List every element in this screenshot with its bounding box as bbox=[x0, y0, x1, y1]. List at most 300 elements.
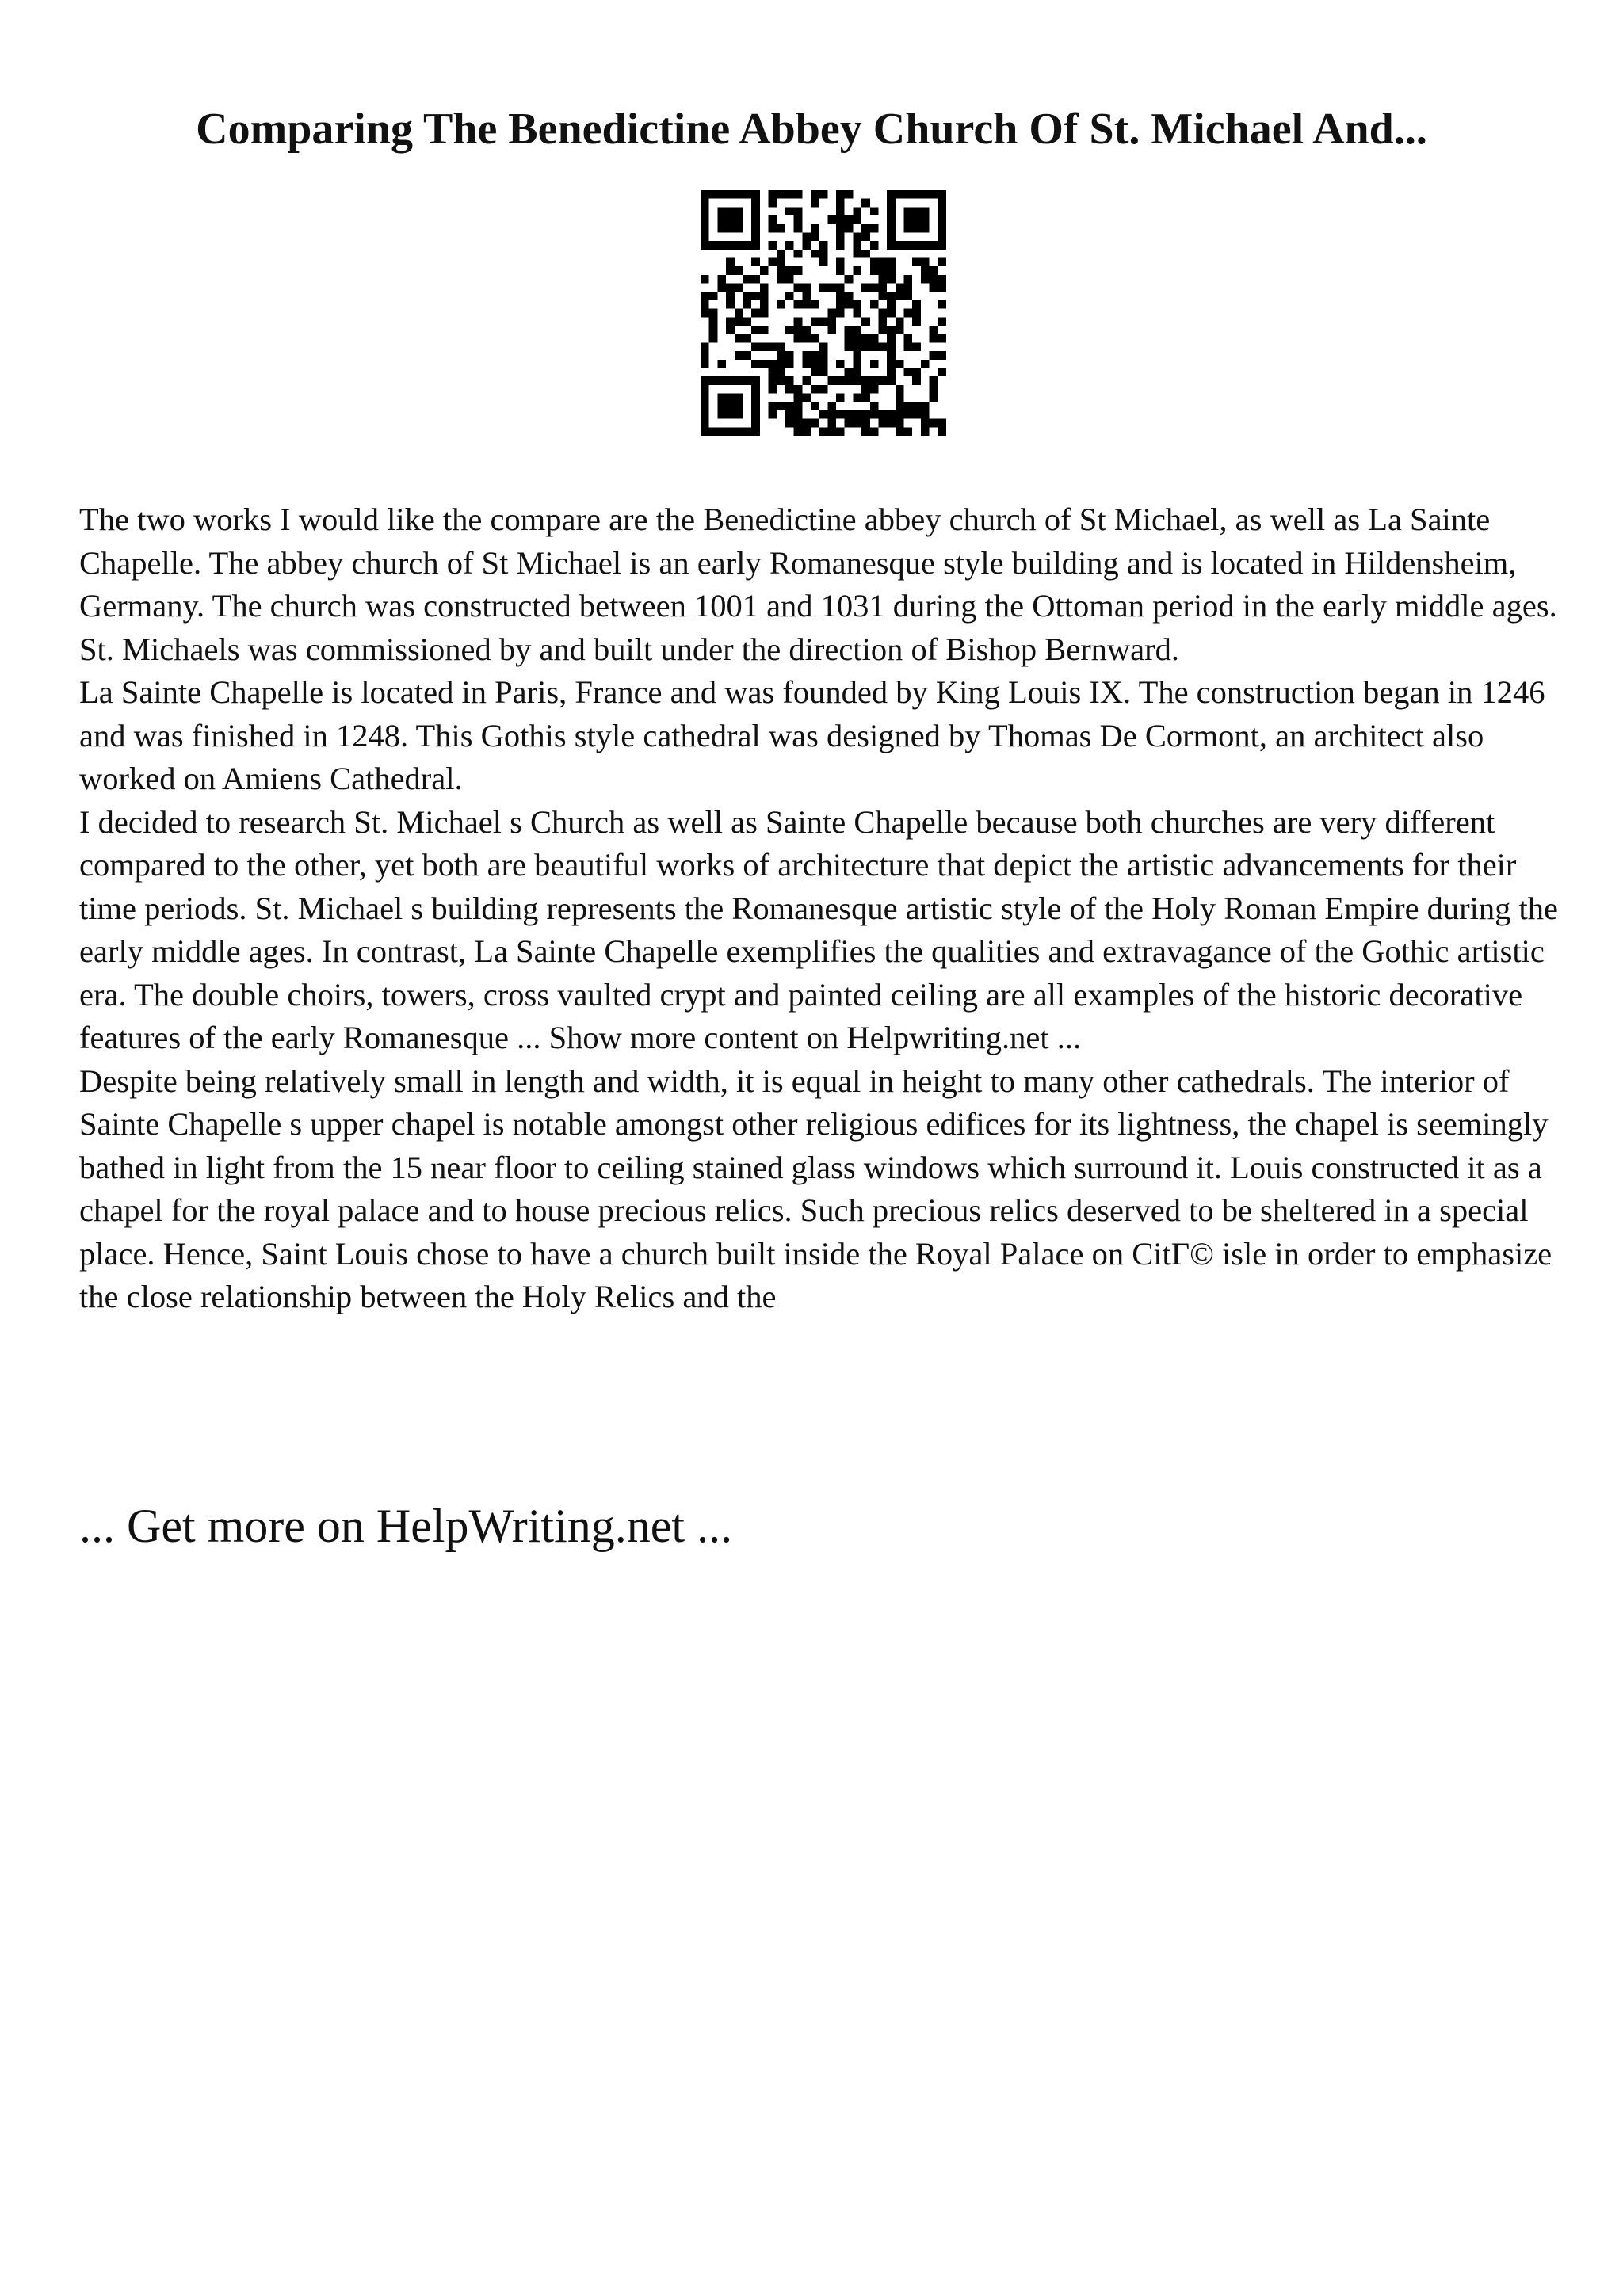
qr-module bbox=[701, 300, 709, 309]
qr-module bbox=[870, 385, 879, 394]
qr-module bbox=[870, 258, 879, 267]
qr-module bbox=[735, 190, 743, 199]
qr-module bbox=[701, 376, 709, 385]
qr-module bbox=[751, 292, 760, 300]
qr-module bbox=[904, 368, 913, 376]
qr-module bbox=[836, 199, 845, 208]
qr-module bbox=[938, 207, 946, 215]
qr-module bbox=[709, 309, 718, 318]
qr-module bbox=[751, 360, 760, 368]
qr-module bbox=[819, 317, 828, 326]
qr-module bbox=[878, 284, 887, 292]
qr-module bbox=[938, 351, 946, 360]
qr-module bbox=[794, 266, 803, 275]
qr-module bbox=[802, 419, 811, 428]
qr-module bbox=[887, 326, 896, 334]
qr-module bbox=[735, 376, 743, 385]
qr-module bbox=[836, 360, 845, 368]
qr-module bbox=[861, 284, 870, 292]
qr-module bbox=[726, 190, 735, 199]
qr-module bbox=[726, 410, 735, 419]
qr-module bbox=[887, 300, 896, 309]
qr-module bbox=[827, 427, 836, 436]
qr-module bbox=[717, 190, 726, 199]
qr-module bbox=[701, 215, 709, 224]
qr-module bbox=[845, 215, 854, 224]
qr-module bbox=[861, 334, 870, 343]
qr-module bbox=[760, 284, 769, 292]
qr-module bbox=[836, 284, 845, 292]
qr-module bbox=[802, 241, 811, 250]
qr-module bbox=[930, 351, 938, 360]
qr-module bbox=[819, 241, 828, 250]
qr-module bbox=[701, 427, 709, 436]
qr-module bbox=[904, 402, 913, 410]
qr-module bbox=[853, 351, 861, 360]
qr-module bbox=[760, 326, 769, 334]
qr-module bbox=[904, 207, 913, 215]
qr-module bbox=[870, 300, 879, 309]
document-title: Comparing The Benedictine Abbey Church Of St. Michael And... bbox=[196, 105, 1427, 154]
qr-module bbox=[853, 326, 861, 334]
qr-module bbox=[735, 402, 743, 410]
qr-module bbox=[802, 284, 811, 292]
qr-module bbox=[777, 376, 785, 385]
qr-module bbox=[819, 410, 828, 419]
get-more-link[interactable]: ... Get more on HelpWriting.net ... bbox=[79, 1500, 733, 1552]
qr-module bbox=[912, 190, 921, 199]
qr-module bbox=[701, 309, 709, 318]
qr-module bbox=[878, 258, 887, 267]
qr-module bbox=[735, 241, 743, 250]
qr-module bbox=[853, 250, 861, 258]
qr-module bbox=[861, 427, 870, 436]
qr-module bbox=[861, 250, 870, 258]
qr-module bbox=[751, 427, 760, 436]
qr-module bbox=[811, 334, 819, 343]
qr-module bbox=[896, 385, 904, 394]
qr-module bbox=[811, 317, 819, 326]
qr-module bbox=[785, 326, 794, 334]
qr-module bbox=[717, 284, 726, 292]
qr-module bbox=[827, 402, 836, 410]
qr-module bbox=[726, 326, 735, 334]
qr-module bbox=[938, 224, 946, 233]
qr-module bbox=[861, 232, 870, 241]
qr-module bbox=[878, 309, 887, 318]
qr-module bbox=[743, 334, 751, 343]
qr-module bbox=[912, 258, 921, 267]
qr-module bbox=[751, 385, 760, 394]
qr-module bbox=[887, 215, 896, 224]
qr-module bbox=[870, 410, 879, 419]
qr-module bbox=[904, 334, 913, 343]
qr-module bbox=[912, 300, 921, 309]
qr-module bbox=[921, 419, 930, 428]
qr-module bbox=[912, 215, 921, 224]
qr-module bbox=[930, 326, 938, 334]
qr-module bbox=[887, 309, 896, 318]
qr-module bbox=[751, 342, 760, 351]
qr-module bbox=[861, 224, 870, 233]
qr-module bbox=[845, 224, 854, 233]
qr-module bbox=[921, 224, 930, 233]
qr-module bbox=[938, 368, 946, 376]
qr-module bbox=[717, 275, 726, 284]
qr-module bbox=[836, 266, 845, 275]
qr-module bbox=[701, 190, 709, 199]
qr-module bbox=[701, 385, 709, 394]
qr-module bbox=[878, 376, 887, 385]
qr-module bbox=[794, 402, 803, 410]
qr-module bbox=[887, 232, 896, 241]
qr-module bbox=[735, 394, 743, 402]
qr-module bbox=[836, 292, 845, 300]
qr-module bbox=[921, 402, 930, 410]
qr-module bbox=[921, 266, 930, 275]
qr-module bbox=[709, 317, 718, 326]
qr-module bbox=[751, 199, 760, 208]
qr-module bbox=[769, 360, 777, 368]
qr-module bbox=[930, 419, 938, 428]
qr-module bbox=[887, 266, 896, 275]
qr-module bbox=[785, 351, 794, 360]
qr-module bbox=[760, 292, 769, 300]
qr-module bbox=[777, 402, 785, 410]
qr-module bbox=[751, 326, 760, 334]
qr-module bbox=[904, 215, 913, 224]
qr-module bbox=[785, 241, 794, 250]
qr-module bbox=[726, 241, 735, 250]
qr-module bbox=[836, 224, 845, 233]
qr-module bbox=[794, 385, 803, 394]
document-body bbox=[79, 498, 1569, 1319]
qr-module bbox=[870, 402, 879, 410]
qr-module bbox=[819, 284, 828, 292]
qr-module bbox=[836, 215, 845, 224]
qr-module bbox=[930, 385, 938, 394]
qr-module bbox=[853, 300, 861, 309]
qr-module bbox=[887, 419, 896, 428]
qr-module bbox=[701, 394, 709, 402]
qr-module bbox=[717, 402, 726, 410]
qr-module bbox=[743, 275, 751, 284]
qr-module bbox=[811, 199, 819, 208]
qr-module bbox=[870, 284, 879, 292]
qr-module bbox=[777, 342, 785, 351]
qr-module bbox=[853, 309, 861, 318]
qr-module bbox=[921, 275, 930, 284]
qr-module bbox=[861, 376, 870, 385]
qr-module bbox=[845, 342, 854, 351]
qr-module bbox=[794, 326, 803, 334]
qr-module bbox=[717, 427, 726, 436]
qr-module bbox=[819, 360, 828, 368]
qr-module bbox=[827, 326, 836, 334]
qr-module bbox=[760, 300, 769, 309]
qr-module bbox=[836, 207, 845, 215]
qr-module bbox=[912, 224, 921, 233]
qr-module bbox=[861, 317, 870, 326]
qr-module bbox=[785, 360, 794, 368]
qr-code-icon bbox=[701, 190, 946, 436]
qr-module bbox=[811, 360, 819, 368]
qr-module bbox=[751, 232, 760, 241]
qr-module bbox=[811, 402, 819, 410]
qr-module bbox=[811, 419, 819, 428]
qr-module bbox=[827, 309, 836, 318]
qr-module bbox=[751, 224, 760, 233]
qr-module bbox=[878, 275, 887, 284]
qr-module bbox=[887, 376, 896, 385]
qr-module bbox=[819, 385, 828, 394]
qr-module bbox=[735, 215, 743, 224]
qr-module bbox=[760, 360, 769, 368]
qr-module bbox=[811, 250, 819, 258]
qr-module bbox=[853, 410, 861, 419]
qr-module bbox=[726, 300, 735, 309]
qr-module bbox=[717, 410, 726, 419]
qr-module bbox=[777, 360, 785, 368]
qr-module bbox=[904, 275, 913, 284]
qr-module bbox=[785, 402, 794, 410]
qr-module bbox=[785, 376, 794, 385]
qr-module bbox=[912, 342, 921, 351]
qr-module bbox=[845, 419, 854, 428]
qr-module bbox=[751, 419, 760, 428]
qr-module bbox=[794, 190, 803, 199]
qr-module bbox=[870, 266, 879, 275]
qr-module bbox=[853, 376, 861, 385]
qr-module bbox=[845, 292, 854, 300]
qr-module bbox=[912, 402, 921, 410]
qr-module bbox=[802, 360, 811, 368]
qr-module bbox=[785, 410, 794, 419]
qr-module bbox=[769, 224, 777, 233]
qr-module bbox=[836, 190, 845, 199]
qr-module bbox=[709, 334, 718, 343]
qr-module bbox=[938, 232, 946, 241]
qr-module bbox=[802, 376, 811, 385]
qr-module bbox=[887, 207, 896, 215]
qr-module bbox=[802, 232, 811, 241]
qr-module bbox=[921, 190, 930, 199]
qr-module bbox=[743, 351, 751, 360]
qr-module bbox=[751, 410, 760, 419]
qr-module bbox=[751, 258, 760, 267]
qr-module bbox=[870, 360, 879, 368]
qr-module bbox=[709, 427, 718, 436]
qr-module bbox=[769, 368, 777, 376]
qr-module bbox=[777, 351, 785, 360]
qr-module bbox=[827, 317, 836, 326]
qr-module bbox=[912, 207, 921, 215]
qr-module bbox=[785, 385, 794, 394]
qr-module bbox=[819, 368, 828, 376]
qr-module bbox=[836, 427, 845, 436]
qr-module bbox=[938, 419, 946, 428]
qr-module bbox=[802, 300, 811, 309]
qr-module bbox=[896, 402, 904, 410]
qr-module bbox=[726, 317, 735, 326]
qr-module bbox=[896, 419, 904, 428]
qr-module bbox=[861, 199, 870, 208]
qr-module bbox=[861, 385, 870, 394]
qr-module bbox=[845, 334, 854, 343]
qr-module bbox=[870, 342, 879, 351]
qr-module bbox=[701, 402, 709, 410]
qr-module bbox=[701, 207, 709, 215]
qr-module bbox=[870, 427, 879, 436]
qr-module bbox=[827, 284, 836, 292]
qr-module bbox=[853, 419, 861, 428]
qr-module bbox=[921, 410, 930, 419]
qr-module bbox=[836, 376, 845, 385]
qr-module bbox=[887, 258, 896, 267]
qr-module bbox=[777, 266, 785, 275]
qr-module bbox=[853, 215, 861, 224]
qr-module bbox=[735, 266, 743, 275]
qr-module bbox=[853, 360, 861, 368]
qr-module bbox=[735, 351, 743, 360]
qr-module bbox=[794, 284, 803, 292]
qr-module bbox=[769, 215, 777, 224]
qr-module bbox=[870, 241, 879, 250]
qr-module bbox=[938, 215, 946, 224]
qr-module bbox=[726, 207, 735, 215]
qr-module bbox=[930, 284, 938, 292]
qr-module bbox=[794, 334, 803, 343]
qr-module bbox=[726, 266, 735, 275]
qr-module bbox=[870, 207, 879, 215]
qr-module bbox=[853, 394, 861, 402]
qr-module bbox=[794, 410, 803, 419]
qr-module bbox=[938, 275, 946, 284]
qr-module bbox=[701, 292, 709, 300]
qr-module bbox=[938, 241, 946, 250]
qr-module bbox=[845, 190, 854, 199]
qr-module bbox=[912, 410, 921, 419]
qr-module bbox=[878, 342, 887, 351]
qr-module bbox=[819, 250, 828, 258]
qr-module bbox=[887, 292, 896, 300]
qr-module bbox=[751, 241, 760, 250]
qr-module bbox=[887, 360, 896, 368]
qr-module bbox=[726, 284, 735, 292]
qr-module bbox=[785, 275, 794, 284]
qr-module bbox=[726, 292, 735, 300]
qr-module bbox=[743, 376, 751, 385]
qr-module bbox=[769, 342, 777, 351]
qr-module bbox=[861, 394, 870, 402]
qr-module bbox=[785, 292, 794, 300]
qr-module bbox=[743, 292, 751, 300]
qr-module bbox=[896, 394, 904, 402]
qr-module bbox=[904, 342, 913, 351]
qr-module bbox=[751, 275, 760, 284]
qr-module bbox=[912, 309, 921, 318]
qr-module bbox=[777, 368, 785, 376]
qr-module bbox=[921, 207, 930, 215]
qr-module bbox=[845, 376, 854, 385]
qr-module bbox=[751, 190, 760, 199]
qr-module bbox=[836, 241, 845, 250]
qr-module bbox=[930, 334, 938, 343]
qr-module bbox=[802, 292, 811, 300]
qr-module bbox=[904, 241, 913, 250]
qr-module bbox=[819, 258, 828, 267]
qr-module bbox=[887, 410, 896, 419]
qr-module bbox=[878, 419, 887, 428]
qr-module bbox=[802, 351, 811, 360]
qr-module bbox=[751, 207, 760, 215]
qr-module bbox=[701, 232, 709, 241]
qr-module bbox=[878, 317, 887, 326]
qr-module bbox=[802, 427, 811, 436]
qr-module bbox=[887, 241, 896, 250]
qr-module bbox=[709, 241, 718, 250]
qr-module bbox=[743, 190, 751, 199]
qr-module bbox=[896, 410, 904, 419]
qr-module bbox=[769, 376, 777, 385]
qr-module bbox=[769, 410, 777, 419]
qr-module bbox=[904, 284, 913, 292]
qr-module bbox=[870, 376, 879, 385]
qr-module bbox=[717, 376, 726, 385]
qr-module bbox=[853, 334, 861, 343]
qr-module bbox=[930, 190, 938, 199]
qr-module bbox=[861, 342, 870, 351]
qr-module bbox=[735, 309, 743, 318]
qr-module bbox=[726, 427, 735, 436]
qr-module bbox=[819, 190, 828, 199]
paragraph: I decided to research St. Michael s Church as well as Sainte Chapelle because both churches are very different compared to the other, yet both are beautiful works of architecture that depict the artistic advancements for their time periods. St. Michael s building represents the Romanesque artistic style of the Holy Roman Empire during the early middle ages. In contrast, La Sainte Chapelle exemplifies the qualities and extravagance of the Gothic artistic era. The double choirs, towers, cross vaulted crypt and painted ceiling are all examples of the historic decorative features of the early Romanesque ... Show more content on Helpwriting.net ... bbox=[79, 803, 1559, 1055]
qr-module bbox=[912, 368, 921, 376]
qr-module bbox=[904, 410, 913, 419]
qr-module bbox=[887, 342, 896, 351]
qr-module bbox=[819, 427, 828, 436]
qr-module bbox=[845, 275, 854, 284]
qr-module bbox=[836, 232, 845, 241]
qr-module bbox=[743, 300, 751, 309]
qr-module bbox=[794, 419, 803, 428]
qr-module bbox=[853, 342, 861, 351]
qr-module bbox=[717, 241, 726, 250]
qr-module bbox=[896, 284, 904, 292]
qr-module bbox=[896, 360, 904, 368]
qr-module bbox=[938, 427, 946, 436]
qr-module bbox=[726, 215, 735, 224]
qr-module bbox=[760, 342, 769, 351]
qr-module bbox=[777, 190, 785, 199]
qr-module bbox=[794, 427, 803, 436]
qr-module bbox=[853, 207, 861, 215]
qr-module bbox=[701, 351, 709, 360]
qr-module bbox=[743, 317, 751, 326]
qr-module bbox=[735, 317, 743, 326]
qr-module bbox=[777, 258, 785, 267]
qr-module bbox=[802, 334, 811, 343]
qr-module bbox=[794, 215, 803, 224]
qr-module bbox=[769, 385, 777, 394]
qr-module bbox=[726, 258, 735, 267]
qr-module bbox=[709, 376, 718, 385]
qr-module bbox=[896, 326, 904, 334]
qr-module bbox=[930, 241, 938, 250]
qr-module bbox=[726, 402, 735, 410]
qr-module bbox=[836, 309, 845, 318]
qr-module bbox=[921, 427, 930, 436]
